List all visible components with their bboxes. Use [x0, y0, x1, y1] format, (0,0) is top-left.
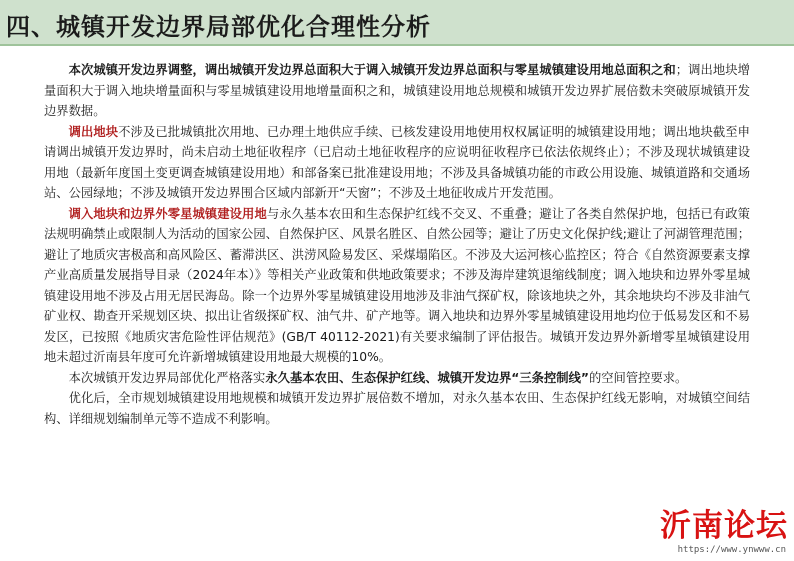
header-bar	[0, 0, 794, 46]
paragraph-text: ；调出地块增量面积大于调入地块增量面积与零星城镇建设用地增量面积之和，城镇建设用地总规模和城镇开发边界扩展倍数未突破原城镇开发边界数据。	[44, 63, 750, 118]
paragraph-lead: 调入地块和边界外零星城镇建设用地	[68, 206, 267, 221]
paragraph-text: 不涉及已批城镇批次用地、已办理土地供应手续、已核发建设用地使用权权属证明的城镇建设用地；调出地块截至申请调出城镇开发边界时，尚未启动土地征收程序（已启动土地征收程序的应说明征收程序已依法依规终止）；不涉及现状城镇建设用地（最新年度国土变更调查城镇建设用地）和部备案已批准建设用地；不涉及具备城镇功能的市政公用设施、城镇道路和交通场站、公园绿地；不涉及城镇开发边界围合区域内部新开“天窗”；不涉及土地征收成片开发范围。	[44, 124, 750, 200]
paragraph-text: 优化后，全市规划城镇建设用地规模和城镇开发边界扩展倍数不增加，对永久基本农田、生态保护红线无影响，对城镇空间结构、详细规划编制单元等不造成不利影响。	[44, 391, 750, 426]
paragraph-text: 本次城镇开发边界局部优化严格落实	[68, 370, 266, 385]
watermark-url: https://www.ynwww.cn	[677, 545, 786, 555]
paragraph-lead: 调出地块	[68, 124, 119, 139]
paragraph-emphasis: 永久基本农田、生态保护红线、城镇开发边界“三条控制线”	[265, 370, 589, 385]
paragraph-added-parcels	[44, 204, 750, 368]
paragraph-removed-parcels	[44, 122, 750, 204]
document-body	[44, 60, 750, 429]
watermark-logo	[654, 509, 788, 555]
paragraph-conclusion	[44, 388, 750, 429]
paragraph-area-summary	[44, 60, 750, 122]
paragraph-text: 与永久基本农田和生态保护红线不交叉、不重叠；避让了各类自然保护地，包括已有政策法规明确禁止或限制人为活动的国家公园、自然保护区、风景名胜区、自然公园等；避让了历史文化保护线;避让了河湖管理范围；避让了地质灾害极高和高风险区、蓄滞洪区、洪涝风险易发区、采煤塌陷区。不涉及大运河核心监控区；符合《自然资源要素支撑产业高质量发展指导目录（2024年本）》等相关产业政策和供地政策要求；不涉及海岸建筑退缩线制度；调入地块和边界外零星城镇建设用地不涉及占用无居民海岛。除一个边界外零星城镇建设用地涉及非油气探矿权，除该地块之外，其余地块均不涉及非油气矿业权、勘查开采规划区块、拟出让省级探矿权、油气井、矿产地等。调入地块和边界外零星城镇建设用地均位于低易发区和不易发区，已按照《地质灾害危险性评估规范》(GB/T 40112-2021)有关要求编制了评估报告。城镇开发边界外新增零星城镇建设用地未超过沂南县年度可允许新增城镇建设用地最大规模的10%。	[44, 206, 750, 364]
page-title: 四、城镇开发边界局部优化合理性分析	[6, 13, 431, 41]
watermark-brand: 沂南论坛	[660, 508, 788, 544]
paragraph-control-lines	[44, 368, 750, 389]
paragraph-lead: 本次城镇开发边界调整，调出城镇开发边界总面积大于调入城镇开发边界总面积与零星城镇建设用地总面积之和	[68, 63, 676, 77]
paragraph-text: 的空间管控要求。	[588, 370, 688, 385]
